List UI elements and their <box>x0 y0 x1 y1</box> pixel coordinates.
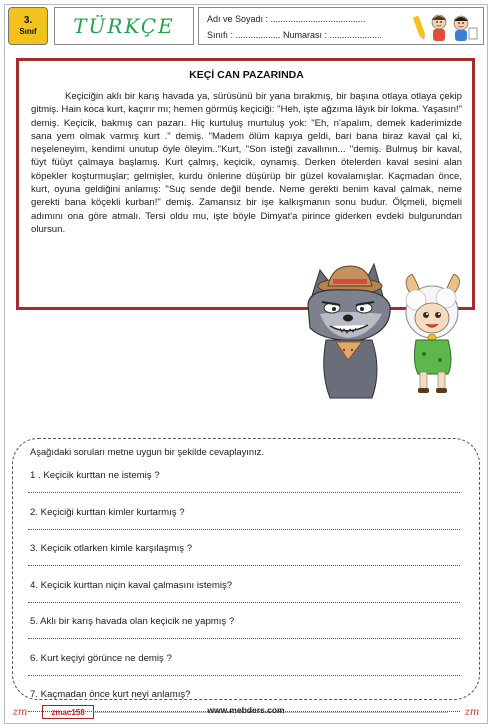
goat-illustration <box>406 274 460 393</box>
answer-line-5[interactable] <box>28 638 460 639</box>
answer-line-7[interactable] <box>28 711 460 712</box>
grade-badge <box>8 7 48 45</box>
grade-unit: Sınıf <box>19 27 37 36</box>
website-link[interactable]: www.mebders.com <box>207 705 285 715</box>
answer-line-1[interactable] <box>28 492 460 493</box>
kids-icon <box>413 10 479 43</box>
question-6: 6. Kurt keçiyi görünce ne demiş ? <box>30 652 172 664</box>
brand-badge: zmac158 <box>42 705 94 719</box>
characters-illustration <box>300 262 470 402</box>
zm-logo-right: zm <box>464 706 480 718</box>
answer-line-3[interactable] <box>28 565 460 566</box>
pencil-icon <box>413 16 427 42</box>
subject-title-box <box>54 7 194 45</box>
question-7: 7. Kaçmadan önce kurt neyi anlamış? <box>30 689 191 700</box>
name-field-label: Adı ve Soyadı : ...................................... <box>207 14 366 24</box>
class-number-field-label: Sınıfı : .................. Numarası : ..................... <box>207 30 383 40</box>
story-text: Keçiciğin aklı bir karış havada ya, sürüsünü bir yana bırakmış, bir başına otlaya otlaya çekip gitmiş. Hain koca kurt, kaçırır mı; hemen görmüş keçiciği: "Heh, işte ağzıma lâyık bir lokma. Yaşasın!" demiş. Keçicik, bakmış can pazarı. Hiç kurtuluş murtuluş yok: "Eh, n'apalım, demek kaderimizde sana yem olmak varmış kurt ." demiş. "Madem ölüm kapıya geldi, bari bana biraz kaval çal ki, neşeleneyim, kendimi unutup öyle öleyim.."Kurt, "Son isteği zavallının... "demiş. Bulmuş bir kaval, füyt füüyt çalmaya başlamış. Kurt çalmış, keçicik, oynamış. Derken ötelerden kaval sesini alan köpekler koşturmuşlar; gelmişler, kurdu önlerine düşürüp bir güzel kovalamışlar. Kaçmadan önce, kurt, oyuna geldiğini anlamış: "Suç sende değil bende. Neme gerekti benim kaval çalmak, neme gerekti bana köçekli kurban!" demiş. Zamansız bir işe kalkışmanın sonu budur. Ölçmeli, biçmeli adımını ona göre atmalı. Tersi oldu mu, işte böyle Dimyat'a pirince giderken evdeki bulgurundan olursun. <box>31 91 462 235</box>
answer-line-6[interactable] <box>28 675 460 676</box>
answer-line-4[interactable] <box>28 602 460 603</box>
question-1: 1 . Keçicik kurttan ne istemiş ? <box>30 470 160 481</box>
grade-number: 3. <box>23 15 33 26</box>
questions-instruction: Aşağıdaki soruları metne uygun bir şekilde cevaplayınız. <box>30 446 264 457</box>
wolf-illustration <box>308 264 390 398</box>
question-2: 2. Keçiciği kurttan kimler kurtarmış ? <box>30 506 185 518</box>
question-4: 4. Keçicik kurttan niçin kaval çalmasını istemiş? <box>30 579 233 591</box>
answer-line-2[interactable] <box>28 529 460 530</box>
student-info-box <box>198 7 484 45</box>
subject-title: TÜRKÇE <box>73 14 175 38</box>
question-5: 5. Aklı bir karış havada olan keçicik ne yapmış ? <box>30 616 235 627</box>
story-title: KEÇİ CAN PAZARINDA <box>189 69 304 81</box>
zm-logo-left: zm <box>12 706 28 718</box>
question-3: 3. Keçicik otlarken kimle karşılaşmış ? <box>30 543 193 554</box>
footer <box>4 700 488 724</box>
